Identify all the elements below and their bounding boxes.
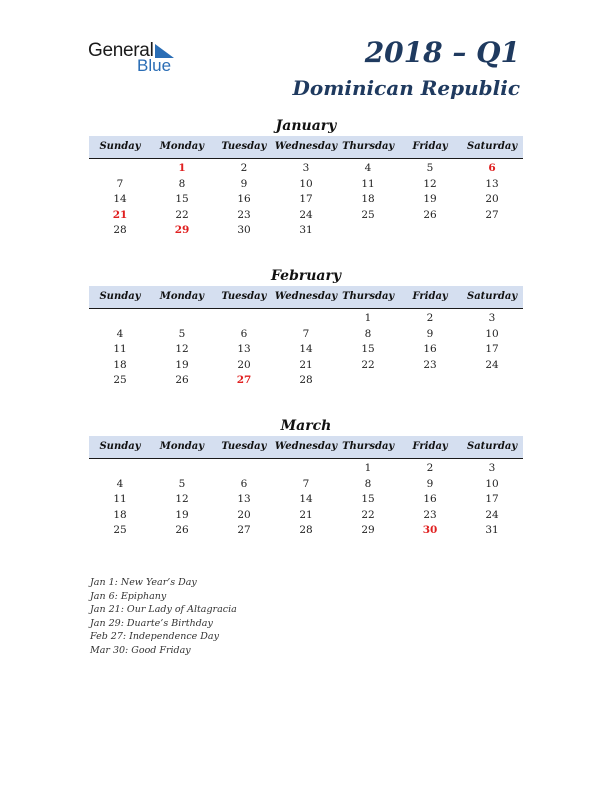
calendar-day: 3	[488, 462, 496, 474]
weekday-label: Tuesday	[221, 141, 267, 152]
calendar-day: 28	[299, 524, 313, 536]
holiday-item: Jan 6: Epiphany	[90, 590, 167, 602]
weekday-label: Tuesday	[221, 291, 267, 302]
calendar-day: 22	[175, 208, 189, 221]
calendar-day: 14	[113, 193, 127, 205]
calendar-day: 17	[485, 343, 499, 355]
weekday-label: Monday	[159, 441, 205, 452]
weekday-label: Wednesday	[274, 141, 338, 152]
calendar-day: 9	[240, 177, 248, 190]
calendar-day: 8	[364, 477, 372, 490]
week-row	[89, 358, 523, 374]
calendar-day: 20	[237, 508, 251, 521]
calendar-day: 22	[361, 508, 375, 521]
calendar-day: 4	[116, 477, 124, 490]
calendar-day: 31	[485, 524, 499, 536]
calendar-day: 19	[175, 508, 189, 521]
logo-text-blue: Blue	[137, 56, 172, 75]
calendar-day: 8	[364, 327, 372, 340]
holiday-item: Jan 29: Duarte’s Birthday	[90, 617, 213, 629]
calendar-day: 10	[299, 177, 313, 190]
weekday-label: Sunday	[99, 441, 141, 452]
calendar-day: 28	[299, 374, 313, 386]
holiday-date: 30	[422, 524, 438, 536]
calendar-day: 6	[240, 477, 248, 490]
calendar-day: 9	[426, 477, 434, 490]
holiday-item: Feb 27: Independence Day	[90, 631, 219, 642]
weekday-label: Sunday	[99, 291, 141, 302]
calendar-day: 13	[237, 493, 251, 505]
calendar-day: 26	[423, 208, 437, 221]
calendar-day: 9	[426, 327, 434, 340]
weekday-label: Saturday	[466, 441, 518, 452]
calendar-day: 5	[426, 162, 434, 174]
calendar-day: 23	[423, 358, 437, 371]
calendar-day: 10	[485, 477, 499, 490]
calendar-day: 12	[423, 177, 437, 190]
calendar-day: 12	[175, 343, 189, 355]
holiday-date: 1	[178, 162, 186, 174]
calendar-day: 15	[361, 493, 375, 505]
logo	[88, 40, 188, 76]
month-name: March	[280, 418, 332, 434]
calendar-day: 27	[237, 524, 251, 536]
calendar-day: 7	[116, 177, 124, 190]
calendar-day: 3	[488, 312, 496, 324]
weekday-label: Thursday	[342, 291, 395, 302]
calendar-day: 16	[423, 493, 437, 505]
calendar-day: 29	[361, 524, 375, 536]
weekday-label: Friday	[412, 291, 448, 302]
calendar-day	[151, 461, 213, 477]
calendar-day: 25	[113, 374, 127, 386]
week-row	[89, 342, 523, 358]
week-row	[89, 223, 523, 239]
month-february	[89, 266, 523, 389]
calendar-day: 17	[485, 493, 499, 505]
holiday-date: 29	[174, 224, 190, 236]
calendar-day: 27	[485, 208, 499, 221]
week-row	[89, 523, 523, 539]
calendar-day	[213, 311, 275, 327]
calendar-day	[89, 161, 151, 177]
calendar-day: 24	[485, 508, 499, 521]
holiday-date: 21	[112, 208, 128, 221]
calendar-day: 12	[175, 493, 189, 505]
calendar-day: 6	[240, 327, 248, 340]
week-row	[89, 508, 523, 524]
calendar-day: 15	[361, 343, 375, 355]
weekday-header-row	[89, 136, 523, 159]
weekday-label: Monday	[159, 291, 205, 302]
logo-text-general: General	[88, 40, 154, 61]
calendar-day: 23	[237, 208, 251, 221]
weekday-label: Wednesday	[274, 441, 338, 452]
calendar-day: 25	[113, 524, 127, 536]
calendar-day	[89, 311, 151, 327]
calendar-day: 19	[175, 358, 189, 371]
calendar-day	[399, 373, 461, 389]
month-name: February	[270, 268, 341, 284]
calendar-day: 8	[178, 177, 186, 190]
calendar-day: 22	[361, 358, 375, 371]
calendar-day	[461, 373, 523, 389]
calendar-day: 16	[423, 343, 437, 355]
calendar-day	[151, 311, 213, 327]
weekday-header-row	[89, 286, 523, 309]
week-row	[89, 492, 523, 508]
calendar-day: 7	[302, 477, 310, 490]
calendar-day: 1	[364, 462, 372, 474]
calendar-day: 10	[485, 327, 499, 340]
week-row	[89, 161, 523, 177]
calendar-day: 25	[361, 208, 375, 221]
calendar-day: 24	[485, 358, 499, 371]
holiday-date: 27	[236, 374, 252, 386]
holiday-item: Jan 21: Our Lady of Altagracia	[90, 604, 237, 615]
calendar-day: 16	[237, 193, 251, 205]
calendar-day: 14	[299, 493, 313, 505]
calendar-day: 20	[237, 358, 251, 371]
calendar-day: 24	[299, 208, 313, 221]
calendar-day: 13	[485, 177, 499, 190]
weekday-label: Monday	[159, 141, 205, 152]
calendar-day: 15	[175, 193, 189, 205]
calendar-day	[213, 461, 275, 477]
calendar-day	[337, 223, 399, 239]
weekday-label: Friday	[412, 441, 448, 452]
week-row	[89, 461, 523, 477]
calendar-day: 2	[426, 462, 434, 474]
week-row	[89, 311, 523, 327]
calendar-day: 5	[178, 477, 186, 490]
calendar-day: 18	[113, 508, 127, 521]
calendar-day: 13	[237, 343, 251, 355]
calendar-day: 11	[113, 343, 127, 355]
weekday-label: Wednesday	[274, 291, 338, 302]
weekday-label: Friday	[412, 141, 448, 152]
calendar-day: 19	[423, 193, 437, 205]
week-row	[89, 373, 523, 389]
calendar-day: 14	[299, 343, 313, 355]
calendar-day: 4	[364, 162, 372, 174]
calendar-day: 23	[423, 508, 437, 521]
holiday-item: Mar 30: Good Friday	[90, 644, 191, 656]
page-subtitle: Dominican Republic	[292, 76, 520, 100]
calendar-day: 21	[299, 508, 313, 521]
calendar-day: 20	[485, 193, 499, 205]
calendar-day: 31	[299, 224, 313, 236]
calendar-day: 2	[426, 312, 434, 324]
holiday-item: Jan 1: New Year’s Day	[90, 577, 197, 588]
calendar-day: 18	[361, 193, 375, 205]
month-january	[89, 116, 523, 239]
week-row	[89, 327, 523, 343]
calendar-day	[461, 223, 523, 239]
week-row	[89, 208, 523, 224]
calendar-day: 7	[302, 327, 310, 340]
weekday-label: Saturday	[466, 141, 518, 152]
month-name: January	[275, 118, 337, 134]
calendar-day: 26	[175, 524, 189, 536]
calendar-day	[89, 461, 151, 477]
calendar-day: 18	[113, 358, 127, 371]
calendar-day: 26	[175, 374, 189, 386]
weekday-header-row	[89, 436, 523, 459]
holiday-date: 6	[488, 162, 496, 174]
month-march	[89, 416, 523, 539]
week-row	[89, 192, 523, 208]
calendar-day: 4	[116, 327, 124, 340]
calendar-day: 28	[113, 224, 127, 236]
calendar-day: 21	[299, 358, 313, 371]
week-row	[89, 477, 523, 493]
weekday-label: Thursday	[342, 141, 395, 152]
calendar-day: 5	[178, 327, 186, 340]
weekday-label: Saturday	[466, 291, 518, 302]
calendar-day: 30	[237, 224, 251, 236]
calendar-day	[275, 461, 337, 477]
page-title: 2018 – Q1	[364, 36, 520, 69]
calendar-day: 3	[302, 162, 310, 174]
calendar-day	[275, 311, 337, 327]
calendar-day	[399, 223, 461, 239]
weekday-label: Tuesday	[221, 441, 267, 452]
weekday-label: Thursday	[342, 441, 395, 452]
week-row	[89, 177, 523, 193]
calendar-day	[337, 373, 399, 389]
calendar-day: 11	[361, 177, 375, 190]
holiday-list	[90, 576, 237, 657]
calendar-day: 17	[299, 193, 313, 205]
weekday-label: Sunday	[99, 141, 141, 152]
calendar-day: 11	[113, 493, 127, 505]
calendar-day: 2	[240, 162, 248, 174]
calendar-day: 1	[364, 312, 372, 324]
